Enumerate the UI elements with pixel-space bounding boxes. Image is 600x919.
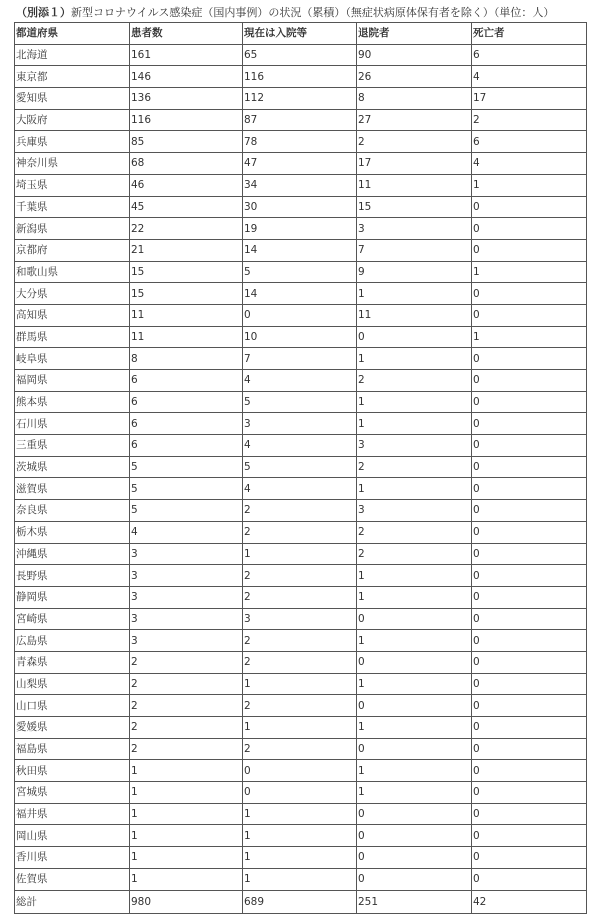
hospitalized-cell: 3 [243, 608, 357, 630]
hospitalized-cell: 2 [243, 630, 357, 652]
prefecture-cell: 大阪府 [15, 109, 130, 131]
table-row [15, 304, 587, 326]
deaths-cell: 0 [472, 717, 587, 739]
deaths-cell: 1 [472, 261, 587, 283]
prefecture-cell: 愛知県 [15, 88, 130, 110]
deaths-cell: 0 [472, 695, 587, 717]
table-row [15, 868, 587, 890]
table-row [15, 435, 587, 457]
table-row [15, 283, 587, 305]
discharged-cell: 1 [357, 717, 472, 739]
hospitalized-cell: 0 [243, 760, 357, 782]
table-row [15, 717, 587, 739]
discharged-cell: 0 [357, 738, 472, 760]
patients-cell: 85 [130, 131, 243, 153]
hospitalized-cell: 4 [243, 478, 357, 500]
hospitalized-cell: 34 [243, 174, 357, 196]
discharged-cell: 0 [357, 326, 472, 348]
patients-cell: 6 [130, 413, 243, 435]
discharged-cell: 1 [357, 348, 472, 370]
header-prefecture: 都道府県 [15, 23, 130, 45]
prefecture-cell: 青森県 [15, 651, 130, 673]
table-row [15, 218, 587, 240]
table-row [15, 370, 587, 392]
deaths-cell: 17 [472, 88, 587, 110]
discharged-cell: 1 [357, 782, 472, 804]
deaths-cell: 6 [472, 44, 587, 66]
patients-cell: 15 [130, 283, 243, 305]
deaths-cell: 0 [472, 565, 587, 587]
table-row [15, 500, 587, 522]
deaths-cell: 0 [472, 348, 587, 370]
hospitalized-cell: 4 [243, 435, 357, 457]
discharged-cell: 1 [357, 391, 472, 413]
hospitalized-cell: 2 [243, 651, 357, 673]
deaths-cell: 0 [472, 847, 587, 869]
table-row [15, 760, 587, 782]
patients-cell: 46 [130, 174, 243, 196]
prefecture-cell: 静岡県 [15, 586, 130, 608]
hospitalized-cell: 1 [243, 673, 357, 695]
prefecture-cell: 山口県 [15, 695, 130, 717]
discharged-cell: 1 [357, 673, 472, 695]
prefecture-cell: 北海道 [15, 44, 130, 66]
hospitalized-cell: 2 [243, 738, 357, 760]
hospitalized-cell: 3 [243, 413, 357, 435]
deaths-cell: 0 [472, 283, 587, 305]
patients-cell: 5 [130, 456, 243, 478]
deaths-cell: 4 [472, 153, 587, 175]
hospitalized-cell: 1 [243, 868, 357, 890]
prefecture-cell: 石川県 [15, 413, 130, 435]
patients-cell: 3 [130, 630, 243, 652]
deaths-cell: 0 [472, 500, 587, 522]
patients-cell: 1 [130, 868, 243, 890]
prefecture-cell: 広島県 [15, 630, 130, 652]
prefecture-cell: 奈良県 [15, 500, 130, 522]
hospitalized-cell: 1 [243, 847, 357, 869]
prefecture-cell: 大分県 [15, 283, 130, 305]
discharged-cell: 0 [357, 847, 472, 869]
patients-cell: 6 [130, 435, 243, 457]
discharged-cell: 2 [357, 456, 472, 478]
deaths-cell: 0 [472, 435, 587, 457]
prefecture-cell: 三重県 [15, 435, 130, 457]
caption-prefix: （別添１） [16, 6, 71, 19]
deaths-cell: 0 [472, 586, 587, 608]
prefecture-cell: 岡山県 [15, 825, 130, 847]
table-row [15, 521, 587, 543]
table-row [15, 196, 587, 218]
hospitalized-cell: 2 [243, 586, 357, 608]
patients-cell: 2 [130, 673, 243, 695]
prefecture-cell: 福岡県 [15, 370, 130, 392]
patients-cell: 2 [130, 738, 243, 760]
table-row [15, 565, 587, 587]
hospitalized-cell: 10 [243, 326, 357, 348]
discharged-cell: 1 [357, 478, 472, 500]
table-row [15, 153, 587, 175]
table-row [15, 825, 587, 847]
hospitalized-cell: 7 [243, 348, 357, 370]
patients-cell: 6 [130, 391, 243, 413]
hospitalized-cell: 78 [243, 131, 357, 153]
prefecture-cell: 茨城県 [15, 456, 130, 478]
hospitalized-cell: 1 [243, 803, 357, 825]
table-row [15, 413, 587, 435]
patients-cell: 146 [130, 66, 243, 88]
patients-cell: 1 [130, 782, 243, 804]
prefecture-cell: 埼玉県 [15, 174, 130, 196]
table-row [15, 586, 587, 608]
table-row [15, 847, 587, 869]
discharged-cell: 0 [357, 803, 472, 825]
hospitalized-cell: 14 [243, 283, 357, 305]
discharged-cell: 0 [357, 608, 472, 630]
prefecture-cell: 群馬県 [15, 326, 130, 348]
table-row [15, 131, 587, 153]
discharged-cell: 8 [357, 88, 472, 110]
deaths-cell: 1 [472, 174, 587, 196]
hospitalized-cell: 116 [243, 66, 357, 88]
patients-cell: 2 [130, 651, 243, 673]
hospitalized-cell: 5 [243, 456, 357, 478]
discharged-cell: 1 [357, 586, 472, 608]
hospitalized-cell: 2 [243, 500, 357, 522]
table-body [15, 44, 587, 913]
hospitalized-cell: 4 [243, 370, 357, 392]
prefecture-cell: 和歌山県 [15, 261, 130, 283]
patients-cell: 2 [130, 717, 243, 739]
hospitalized-cell: 30 [243, 196, 357, 218]
discharged-cell: 1 [357, 565, 472, 587]
discharged-cell: 0 [357, 651, 472, 673]
deaths-cell: 0 [472, 304, 587, 326]
hospitalized-cell: 5 [243, 391, 357, 413]
prefecture-cell: 福井県 [15, 803, 130, 825]
prefecture-cell: 兵庫県 [15, 131, 130, 153]
hospitalized-cell: 1 [243, 543, 357, 565]
header-discharged: 退院者 [357, 23, 472, 45]
patients-cell: 116 [130, 109, 243, 131]
hospitalized-cell: 1 [243, 717, 357, 739]
deaths-cell: 0 [472, 521, 587, 543]
deaths-cell: 6 [472, 131, 587, 153]
patients-cell: 3 [130, 543, 243, 565]
hospitalized-cell: 65 [243, 44, 357, 66]
hospitalized-cell: 14 [243, 239, 357, 261]
header-patients: 患者数 [130, 23, 243, 45]
deaths-cell: 0 [472, 456, 587, 478]
discharged-cell: 11 [357, 174, 472, 196]
discharged-cell: 3 [357, 435, 472, 457]
table-row [15, 456, 587, 478]
hospitalized-cell: 0 [243, 304, 357, 326]
deaths-cell: 0 [472, 803, 587, 825]
prefecture-cell: 秋田県 [15, 760, 130, 782]
deaths-cell: 0 [472, 738, 587, 760]
discharged-cell: 9 [357, 261, 472, 283]
patients-cell: 22 [130, 218, 243, 240]
patients-cell: 15 [130, 261, 243, 283]
deaths-cell: 0 [472, 608, 587, 630]
discharged-cell: 1 [357, 630, 472, 652]
patients-cell: 45 [130, 196, 243, 218]
header-hospitalized: 現在は入院等 [243, 23, 357, 45]
caption-text: 新型コロナウイルス感染症（国内事例）の状況（累積）（無症状病原体保有者を除く）（単位：人） [71, 6, 555, 19]
total-hospitalized-cell: 689 [243, 890, 357, 913]
discharged-cell: 0 [357, 868, 472, 890]
patients-cell: 5 [130, 500, 243, 522]
deaths-cell: 4 [472, 66, 587, 88]
deaths-cell: 1 [472, 326, 587, 348]
total-row [15, 890, 587, 913]
table-row [15, 782, 587, 804]
discharged-cell: 3 [357, 500, 472, 522]
discharged-cell: 0 [357, 825, 472, 847]
table-row [15, 608, 587, 630]
table-row [15, 44, 587, 66]
header-row [15, 23, 587, 45]
deaths-cell: 0 [472, 673, 587, 695]
prefecture-cell: 栃木県 [15, 521, 130, 543]
prefecture-cell: 佐賀県 [15, 868, 130, 890]
table-row [15, 326, 587, 348]
prefecture-cell: 沖縄県 [15, 543, 130, 565]
prefecture-case-table [14, 22, 587, 914]
patients-cell: 21 [130, 239, 243, 261]
table-row [15, 391, 587, 413]
deaths-cell: 0 [472, 239, 587, 261]
patients-cell: 8 [130, 348, 243, 370]
hospitalized-cell: 87 [243, 109, 357, 131]
discharged-cell: 2 [357, 370, 472, 392]
deaths-cell: 0 [472, 391, 587, 413]
patients-cell: 11 [130, 326, 243, 348]
deaths-cell: 0 [472, 760, 587, 782]
hospitalized-cell: 2 [243, 565, 357, 587]
prefecture-cell: 長野県 [15, 565, 130, 587]
hospitalized-cell: 2 [243, 521, 357, 543]
table-row [15, 261, 587, 283]
table-row [15, 66, 587, 88]
prefecture-cell: 新潟県 [15, 218, 130, 240]
hospitalized-cell: 5 [243, 261, 357, 283]
table-row [15, 239, 587, 261]
table-row [15, 174, 587, 196]
table-row [15, 673, 587, 695]
prefecture-cell: 滋賀県 [15, 478, 130, 500]
prefecture-cell: 高知県 [15, 304, 130, 326]
prefecture-cell: 宮崎県 [15, 608, 130, 630]
table-row [15, 695, 587, 717]
discharged-cell: 2 [357, 543, 472, 565]
deaths-cell: 0 [472, 782, 587, 804]
deaths-cell: 0 [472, 478, 587, 500]
hospitalized-cell: 0 [243, 782, 357, 804]
total-patients-cell: 980 [130, 890, 243, 913]
discharged-cell: 1 [357, 760, 472, 782]
hospitalized-cell: 47 [243, 153, 357, 175]
discharged-cell: 0 [357, 695, 472, 717]
table-row [15, 348, 587, 370]
table-row [15, 651, 587, 673]
prefecture-cell: 福島県 [15, 738, 130, 760]
patients-cell: 1 [130, 847, 243, 869]
header-deaths: 死亡者 [472, 23, 587, 45]
patients-cell: 1 [130, 760, 243, 782]
patients-cell: 5 [130, 478, 243, 500]
patients-cell: 6 [130, 370, 243, 392]
table-row [15, 88, 587, 110]
deaths-cell: 0 [472, 825, 587, 847]
patients-cell: 3 [130, 586, 243, 608]
patients-cell: 3 [130, 608, 243, 630]
discharged-cell: 2 [357, 131, 472, 153]
hospitalized-cell: 2 [243, 695, 357, 717]
table-row [15, 803, 587, 825]
table-row [15, 478, 587, 500]
hospitalized-cell: 1 [243, 825, 357, 847]
deaths-cell: 0 [472, 413, 587, 435]
prefecture-cell: 宮城県 [15, 782, 130, 804]
prefecture-cell: 山梨県 [15, 673, 130, 695]
deaths-cell: 0 [472, 196, 587, 218]
discharged-cell: 17 [357, 153, 472, 175]
discharged-cell: 15 [357, 196, 472, 218]
deaths-cell: 0 [472, 370, 587, 392]
patients-cell: 68 [130, 153, 243, 175]
patients-cell: 4 [130, 521, 243, 543]
prefecture-cell: 神奈川県 [15, 153, 130, 175]
discharged-cell: 7 [357, 239, 472, 261]
prefecture-cell: 京都府 [15, 239, 130, 261]
deaths-cell: 0 [472, 543, 587, 565]
table-caption [16, 6, 554, 20]
prefecture-cell: 東京都 [15, 66, 130, 88]
patients-cell: 136 [130, 88, 243, 110]
total-prefecture-cell: 総計 [15, 890, 130, 913]
deaths-cell: 2 [472, 109, 587, 131]
table-row [15, 630, 587, 652]
discharged-cell: 3 [357, 218, 472, 240]
prefecture-cell: 熊本県 [15, 391, 130, 413]
deaths-cell: 0 [472, 218, 587, 240]
total-deaths-cell: 42 [472, 890, 587, 913]
discharged-cell: 1 [357, 413, 472, 435]
prefecture-cell: 千葉県 [15, 196, 130, 218]
deaths-cell: 0 [472, 630, 587, 652]
patients-cell: 1 [130, 825, 243, 847]
discharged-cell: 90 [357, 44, 472, 66]
discharged-cell: 27 [357, 109, 472, 131]
prefecture-cell: 岐阜県 [15, 348, 130, 370]
patients-cell: 161 [130, 44, 243, 66]
table-row [15, 543, 587, 565]
table-row [15, 109, 587, 131]
hospitalized-cell: 112 [243, 88, 357, 110]
total-discharged-cell: 251 [357, 890, 472, 913]
discharged-cell: 26 [357, 66, 472, 88]
prefecture-cell: 香川県 [15, 847, 130, 869]
deaths-cell: 0 [472, 651, 587, 673]
table-row [15, 738, 587, 760]
patients-cell: 3 [130, 565, 243, 587]
discharged-cell: 11 [357, 304, 472, 326]
prefecture-cell: 愛媛県 [15, 717, 130, 739]
patients-cell: 1 [130, 803, 243, 825]
patients-cell: 11 [130, 304, 243, 326]
discharged-cell: 1 [357, 283, 472, 305]
discharged-cell: 2 [357, 521, 472, 543]
patients-cell: 2 [130, 695, 243, 717]
deaths-cell: 0 [472, 868, 587, 890]
hospitalized-cell: 19 [243, 218, 357, 240]
